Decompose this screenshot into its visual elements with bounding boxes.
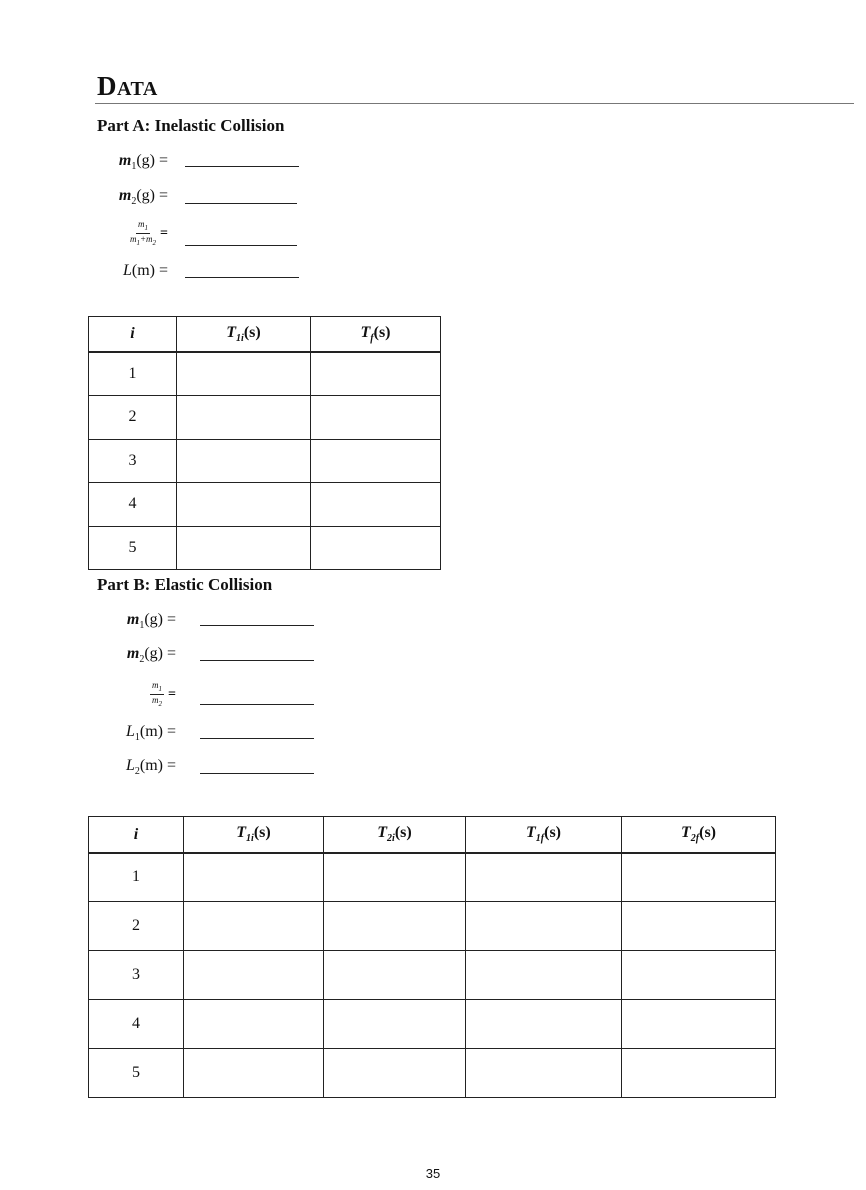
input-cell[interactable] [324,950,466,999]
part-b-heading: Part B: Elastic Collision [97,575,273,594]
table-row [89,395,441,439]
row-index: 2 [89,901,184,950]
table-row [89,526,441,569]
input-cell[interactable] [466,853,622,901]
part-b-L1-blank[interactable] [200,738,314,739]
input-cell[interactable] [311,395,441,439]
input-cell[interactable] [311,482,441,526]
input-cell[interactable] [466,1048,622,1097]
part-a-table [88,316,441,570]
input-cell[interactable] [177,482,311,526]
part-a-ratio-label: $\frac{m_1}{m_1+m_2}$ = [129,219,168,247]
part-a-col-Tf: $T_f(s)$ [311,317,441,353]
part-a-ratio-blank[interactable] [185,245,297,246]
part-b-L2-label: $L_2(m)$ = [125,757,176,778]
row-index: 4 [89,999,184,1048]
input-cell[interactable] [177,439,311,482]
table-row [89,352,441,395]
part-a-heading: Part A: Inelastic Collision [97,116,285,135]
input-cell[interactable] [184,853,324,901]
row-index: 1 [89,853,184,901]
part-b-m2-label: $m_2(g)$ = [126,645,176,666]
input-cell[interactable] [184,1048,324,1097]
part-b-m2-blank[interactable] [200,660,314,661]
title-divider [95,103,854,104]
table-row [89,482,441,526]
input-cell[interactable] [466,901,622,950]
input-cell[interactable] [311,526,441,569]
row-index: 2 [89,395,177,439]
row-index: 1 [89,352,177,395]
input-cell[interactable] [622,901,776,950]
part-b-col-T1f: $T_{1f}(s)$ [466,817,622,854]
part-a-col-T1i: $T_{1i}(s)$ [177,317,311,353]
input-cell[interactable] [622,999,776,1048]
part-a-m1-label: $m_1(g)$ = [118,152,168,173]
part-b-col-i: i [89,817,184,854]
part-a-L-label: L(m) = [122,262,168,279]
part-a-m2-blank[interactable] [185,203,297,204]
part-b-m1-blank[interactable] [200,625,314,626]
row-index: 4 [89,482,177,526]
part-b-col-T1i: $T_{1i}(s)$ [184,817,324,854]
input-cell[interactable] [177,526,311,569]
part-a-m2-label: $m_2(g)$ = [118,187,168,208]
table-row [89,439,441,482]
table-row [89,901,776,950]
input-cell[interactable] [466,950,622,999]
part-b-L1-label: $L_1(m)$ = [125,723,176,744]
part-a-L-blank[interactable] [185,277,299,278]
input-cell[interactable] [177,352,311,395]
table-row [89,999,776,1048]
input-cell[interactable] [311,352,441,395]
row-index: 5 [89,1048,184,1097]
row-index: 3 [89,439,177,482]
input-cell[interactable] [311,439,441,482]
input-cell[interactable] [324,901,466,950]
input-cell[interactable] [622,950,776,999]
table-row [89,853,776,901]
input-cell[interactable] [622,1048,776,1097]
part-a-m1-blank[interactable] [185,166,299,167]
table-row [89,950,776,999]
row-index: 5 [89,526,177,569]
input-cell[interactable] [324,853,466,901]
input-cell[interactable] [177,395,311,439]
input-cell[interactable] [184,950,324,999]
part-b-col-T2i: $T_{2i}(s)$ [324,817,466,854]
part-b-ratio-blank[interactable] [200,704,314,705]
part-b-L2-blank[interactable] [200,773,314,774]
input-cell[interactable] [324,999,466,1048]
input-cell[interactable] [184,999,324,1048]
table-row [89,1048,776,1097]
input-cell[interactable] [184,901,324,950]
part-b-m1-label: $m_1(g)$ = [126,611,176,632]
part-b-table-header-row [89,817,776,854]
input-cell[interactable] [622,853,776,901]
input-cell[interactable] [466,999,622,1048]
part-b-col-T2f: $T_{2f}(s)$ [622,817,776,854]
part-b-table [88,816,776,1098]
part-b-ratio-label: $\frac{m_1}{m_2}$ = [152,680,176,708]
row-index: 3 [89,950,184,999]
part-a-table-header-row [89,317,441,353]
page-number: 35 [425,1166,441,1181]
section-title: DATA [97,71,158,101]
input-cell[interactable] [324,1048,466,1097]
part-a-col-i: i [89,317,177,353]
